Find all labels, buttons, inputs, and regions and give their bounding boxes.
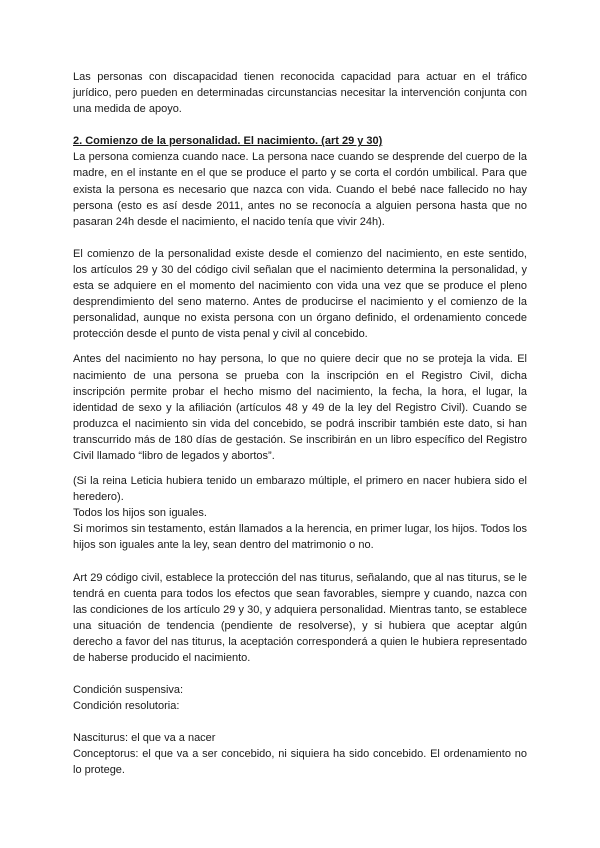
section-heading: 2. Comienzo de la personalidad. El nacimiento. (art 29 y 30) — [73, 135, 383, 148]
paragraph-nasciturus: Nasciturus: el que va a nacer — [73, 732, 216, 745]
document-page — [73, 69, 527, 779]
paragraph-inheritance: Si morimos sin testamento, están llamados a la herencia, en primer lugar, los hijos. Todos los hijos son iguales ante la ley, sean dentro del matrimonio o no. — [73, 523, 527, 552]
paragraph-personality: El comienzo de la personalidad existe desde el comienzo del nacimiento, en este sentido, los artículos 29 y 30 del código civil señalan que el nacimiento determina la personalidad, y esta se adquiere en el momento del nacimiento con vida una vez que se produce el pleno desprendimiento del seno materno. Antes de producirse el nacimiento y el comienzo de la personalidad, aunque no exista persona con un órgano definido, el ordenamiento concede protección desde el punto de vista penal y civil al concebido. — [73, 247, 527, 341]
paragraph-art29: Art 29 código civil, establece la protección del nas titurus, señalando, que al nas titurus, se le tendrá en cuenta para todos los efectos que sean favorables, siempre y cuando, nazca con las condiciones de los artículo 29 y 30, y adquiera personalidad. Mientras tanto, se establece una situación de tendencia (pendiente de resolverse), y si hubiera que aceptar algún derecho a favor del nas titurus, la aceptación corresponderá a quien le hubiera representado de haberse producido el nacimiento. — [73, 571, 527, 664]
paragraph-equal-children: Todos los hijos son iguales. — [73, 507, 207, 520]
paragraph-conceptorus: Conceptorus: el que va a ser concebido, ni siquiera ha sido concebido. El ordenamiento no lo protege. — [73, 748, 527, 777]
intro-paragraph: Las personas con discapacidad tienen reconocida capacidad para actuar en el tráfico jurídico, pero pueden en determinadas circunstancias necesitar la intervención conjunta con una medida de apoyo. — [73, 71, 527, 116]
paragraph-birth: La persona comienza cuando nace. La persona nace cuando se desprende del cuerpo de la madre, en el instante en el que se produce el parto y se corta el cordón umbilical. Para que exista la persona es necesario que nazca con vida. Cuando el bebé nace fallecido no hay persona (esto es así desde 2011, antes no se reconocía a alguien persona hasta que no pasaran 24h desde el nacimiento, el nacido tenía que vivir 24h). — [73, 151, 527, 228]
paragraph-queen-note: (Si la reina Leticia hubiera tenido un embarazo múltiple, el primero en nacer hubiera sido el heredero). — [73, 475, 527, 504]
paragraph-registry: Antes del nacimiento no hay persona, lo que no quiere decir que no se proteja la vida. El nacimiento de una persona se prueba con la inscripción en el Registro Civil, dicha inscripción permite probar el hecho mismo del nacimiento, la fecha, la hora, el lugar, la identidad de sexo y la afiliación (artículos 48 y 49 de la ley del Registro Civil). Cuando se produzca el nacimiento sin vida del concebido, se podrá inscribir también este dato, si han transcurrido más de 180 días de gestación. Se inscribirán en un libro específico del Registro Civil llamado “libro de legados y abortos”. — [73, 353, 527, 462]
paragraph-condition-suspensive: Condición suspensiva: — [73, 684, 184, 697]
paragraph-condition-resolutory: Condición resolutoria: — [73, 700, 180, 713]
